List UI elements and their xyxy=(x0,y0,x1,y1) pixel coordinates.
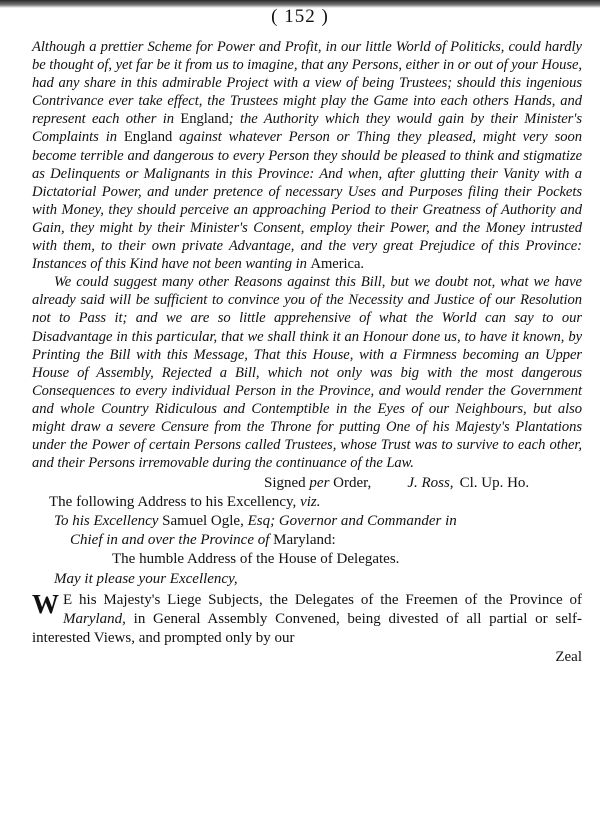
following-address-line xyxy=(32,493,582,512)
drop-cap: W xyxy=(32,589,59,620)
per-word: per xyxy=(309,475,330,492)
viz-word: viz. xyxy=(300,494,321,511)
delegates-text-a: E his Majesty's Liege Subjects, the Delegates of the Freemen of the Province of xyxy=(63,592,582,609)
to-his-excellency: To his Excellency xyxy=(54,513,159,530)
paragraph-1-text-b: ; the Authority which they would gain by their Minister's Complaints in xyxy=(32,111,582,146)
place-england-2: England xyxy=(123,129,173,146)
signed-word: Signed xyxy=(264,475,306,492)
paragraph-other-reasons xyxy=(32,273,582,472)
signer-title: Cl. Up. Ho. xyxy=(459,475,530,492)
paragraph-1-text-a: Although a prettier Scheme for Power and Profit, in our little World of Politicks, could hardly be thought of, yet far be it from us to imagine, that any Persons, either in or out of your House, had any share in this admirable Project with a view of being Trustees; should this ingenious Contrivance ever take effect, the Trustees might play the Game into each others Hands, and represent each other in xyxy=(32,39,582,128)
document-page xyxy=(32,38,582,667)
paragraph-delegates xyxy=(32,591,582,648)
delegates-text-b: in General Assembly Convened, being divested of all partial or self-interested Views, and prompted only by our xyxy=(32,611,583,647)
place-america: America xyxy=(310,256,361,273)
governor-title: Governor and Commander in xyxy=(278,513,457,530)
governor-name: Samuel Ogle, xyxy=(162,513,244,530)
salutation: May it please your Excellency, xyxy=(54,571,238,588)
chief-text: Chief in and over the Province of xyxy=(70,532,270,549)
paragraph-2-text: We could suggest many other Reasons against this Bill, but we doubt not, what we have already said will be sufficient to convince you of the Necessity and Justice of our Resolution not to Pass it; and we are so little apprehensive of what the World can say to our Disadvantage in this particular, that we shall think it an Honour done us, to have it known, by Printing the Bill with this Message, That this House, with a Firmness becoming an Upper House of Assembly, Rejected a Bill, which not only was big with the most dangerous Consequences to every individual Person in the Province, and would render the Government and whole Country Ridiculous and Contemptible in the Eyes of our Neighbours, but also might draw a severe Censure from the Throne for putting One of his Majesty's Plantations under the Power of certain Persons called Trustees, whose Trust was to survive to each other, and their Persons irremovable during the continuance of the Law. xyxy=(32,274,582,472)
address-heading-line-2 xyxy=(32,531,582,550)
signer-name: J. Ross, xyxy=(407,475,454,492)
following-text: The following Address to his Excellency, xyxy=(49,494,297,511)
place-england-1: England xyxy=(180,111,229,128)
place-maryland: Maryland, xyxy=(63,611,126,628)
place-maryland-heading: Maryland: xyxy=(273,532,336,549)
period-mark: . xyxy=(360,256,365,273)
address-heading-line-1 xyxy=(32,512,582,531)
paragraph-trustees-scheme xyxy=(32,38,582,273)
paragraph-1-text-c: against whatever Person or Thing they pleased, might very soon become terrible and dangerous to every Person they should be pleased to think and stigmatize as Delinquents or Malignants in this Province: And when, after glutting their Vanity with a Dictatorial Power, and under pretence of necessary Uses and Purposes filing their Pockets with Money, they should perceive an approaching Period to their Greatness of Authority and Gain, they might by their Minister's Consent, employ their Power, and the Money intrusted with them, to their own private Advantage, and the very great Prejudice of this Province: Instances of this Kind have not been wanting in xyxy=(32,129,583,273)
humble-address-heading: The humble Address of the House of Delegates. xyxy=(112,551,400,568)
page-number: ( 152 ) xyxy=(271,6,329,27)
esq-word: Esq; xyxy=(247,513,276,530)
signature-line xyxy=(32,473,582,493)
catchword: Zeal xyxy=(555,649,582,666)
order-word: Order, xyxy=(333,475,372,492)
